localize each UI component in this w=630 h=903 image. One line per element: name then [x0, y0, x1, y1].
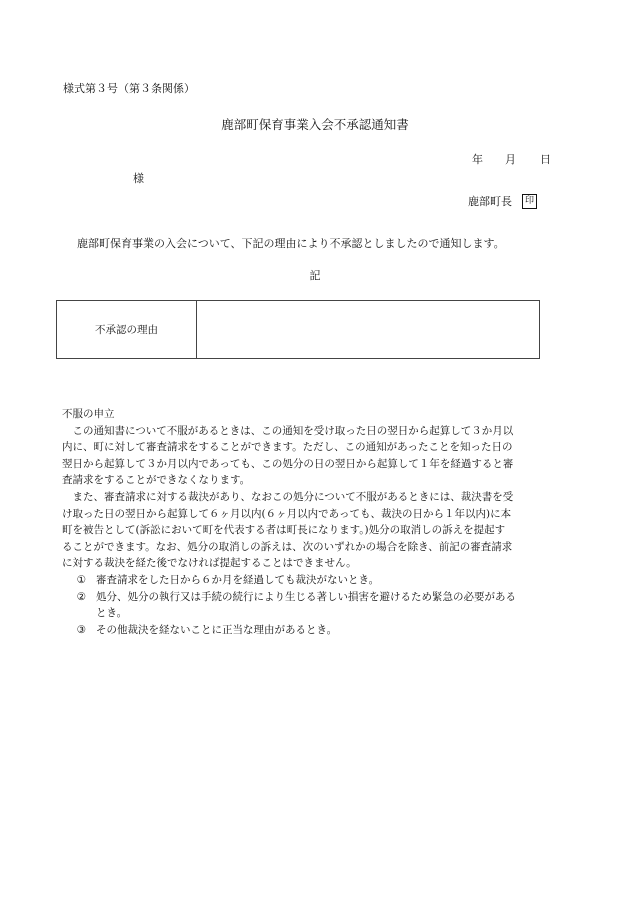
objection-para1-line: 査請求をすることができなくなります。: [62, 474, 251, 487]
objection-para2-line: ることができます。なお、処分の取消しの訴えは、次のいずれかの場合を除き、前記の審査請求: [62, 540, 513, 553]
date-year: 年: [472, 153, 483, 166]
date-month: 月: [505, 153, 516, 166]
objection-section: [62, 406, 572, 638]
list-item-text: 処分、処分の執行又は手続の続行により生じる著しい損害を避けるため緊急の必要がある: [96, 590, 516, 603]
intro-text: 鹿部町保育事業の入会について、下記の理由により不承認としましたので通知します。: [77, 237, 505, 250]
objection-para2-line: 町を被告として(訴訟において町を代表する者は町長になります。)処分の取消しの訴えを提起す: [62, 524, 506, 537]
objection-para2-line: け取った日の翌日から起算して６ヶ月以内(６ヶ月以内であっても、裁決の日から１年以内)に本: [62, 507, 512, 520]
list-marker: ③: [76, 623, 86, 636]
list-item-continuation: [62, 605, 572, 622]
objection-para2-line: また、審査請求に対する裁決があり、なおこの処分について不服があるときには、裁決書を受: [62, 490, 514, 503]
list-item-text: とき。: [96, 607, 128, 620]
list-marker: ①: [76, 573, 86, 586]
objection-para1-line: 内に、町に対して審査請求をすることができます。ただし、この通知があったことを知った日の: [62, 441, 513, 454]
objection-para1-line: 翌日から起算して３か月以内であっても、この処分の日の翌日から起算して１年を経過すると審: [62, 457, 514, 470]
list-item-text: その他裁決を経ないことに正当な理由があるとき。: [96, 623, 338, 636]
recipient-suffix: 様: [133, 172, 144, 185]
objection-para1-line: この通知書について不服があるときは、この通知を受け取った日の翌日から起算して３か月以: [62, 424, 514, 437]
issuer-name: 鹿部町長: [468, 195, 512, 208]
reason-value-field[interactable]: [197, 301, 539, 358]
reason-table: [56, 300, 540, 359]
date-line: [472, 151, 551, 167]
issuer-line: [468, 193, 537, 209]
reason-label: 不承認の理由: [57, 301, 197, 358]
ki-heading: 記: [309, 269, 321, 282]
list-item-text: 審査請求をした日から６か月を経過しても裁決がないとき。: [96, 573, 380, 586]
list-item: [62, 589, 572, 606]
page-title: 鹿部町保育事業入会不承認通知書: [221, 117, 409, 132]
seal-icon: 印: [522, 194, 537, 209]
date-day: 日: [540, 153, 551, 166]
objection-para2-line: に対する裁決を経た後でなければ提起することはできません。: [62, 557, 357, 570]
list-marker: ②: [76, 590, 86, 603]
objection-heading: 不服の申立: [62, 408, 115, 420]
form-number: 様式第３号（第３条関係）: [63, 82, 195, 95]
list-item: [62, 622, 572, 639]
list-item: [62, 572, 572, 589]
